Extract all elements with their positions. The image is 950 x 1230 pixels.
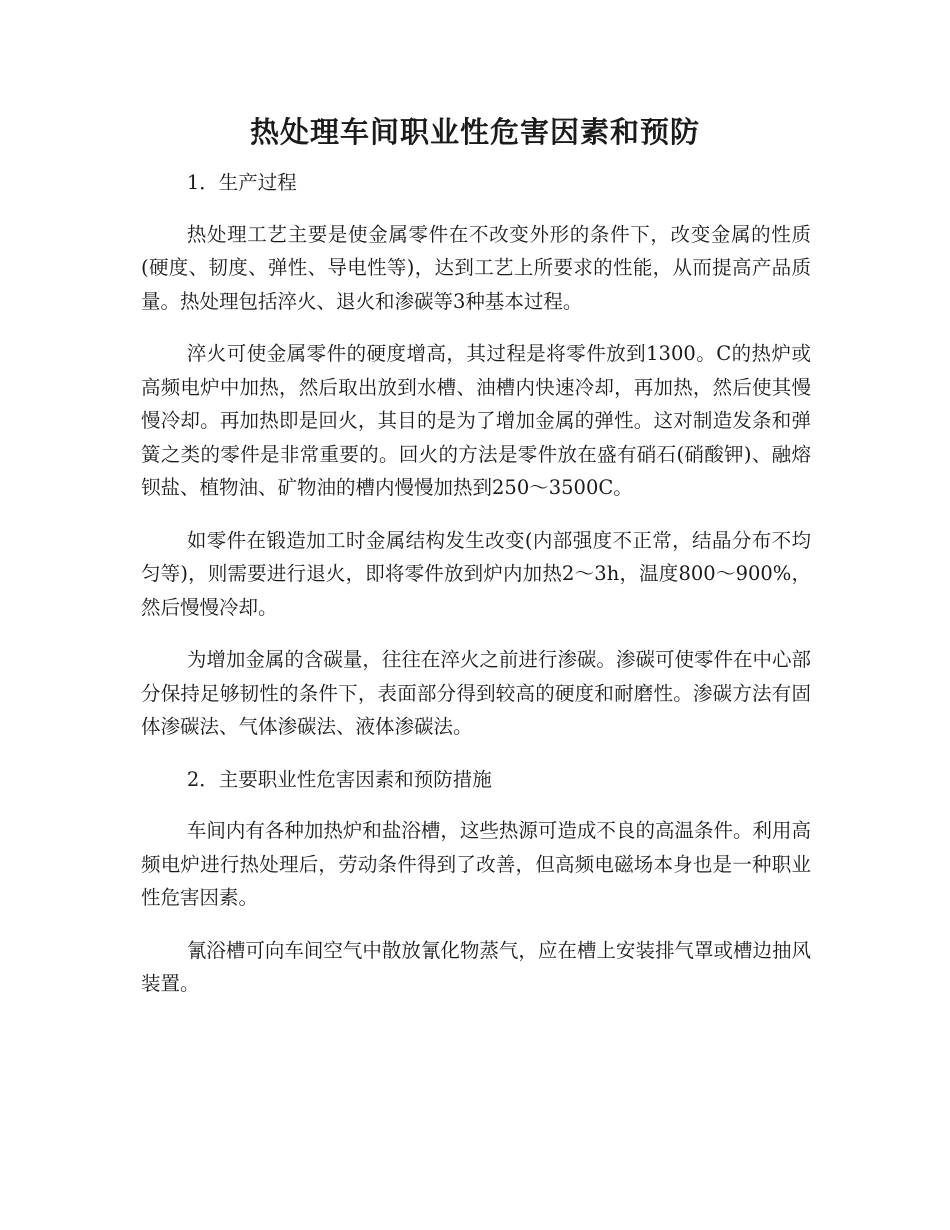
paragraph-annealing: 如零件在锻造加工时金属结构发生改变(内部强度不正常，结晶分布不均匀等)，则需要进行退火，即将零件放到炉内加热2～3h，温度800～900%，然后慢慢冷却。 (141, 528, 811, 619)
paragraph-carburizing: 为增加金属的含碳量，往往在淬火之前进行渗碳。渗碳可使零件在中心部分保持足够韧性的条件下，表面部分得到较高的硬度和耐磨性。渗碳方法有固体渗碳法、气体渗碳法、液体渗碳法。 (141, 648, 811, 738)
paragraph-heat-treatment-overview: 热处理工艺主要是使金属零件在不改变外形的条件下，改变金属的性质(硬度、韧度、弹性、导电性等)，达到工艺上所要求的性能，从而提高产品质量。热处理包括淬火、退火和渗碳等3种基本过程。 (141, 222, 811, 313)
section-heading-hazards-prevention: 2．主要职业性危害因素和预防措施 (186, 767, 492, 791)
document-title: 热处理车间职业性危害因素和预防 (249, 115, 700, 149)
paragraph-cyanide-bath: 氰浴槽可向车间空气中散放氰化物蒸气，应在槽上安装排气罩或槽边抽风装置。 (141, 938, 811, 995)
document-body (141, 166, 811, 1020)
paragraph-quenching: 淬火可使金属零件的硬度增高，其过程是将零件放到1300。C的热炉或高频电炉中加热，然后取出放到水槽、油槽内快速冷却，再加热，然后使其慢慢冷却。再加热即是回火，其目的是为了增加金属的弹性。这对制造发条和弹簧之类的零件是非常重要的。回火的方法是零件放在盛有硝石(硝酸钾)、融熔钡盐、植物油、矿物油的槽内慢慢加热到250～3500C。 (141, 342, 811, 499)
section-heading-production-process: 1．生产过程 (186, 171, 297, 194)
paragraph-heat-sources: 车间内有各种加热炉和盐浴槽，这些热源可造成不良的高温条件。利用高频电炉进行热处理后，劳动条件得到了改善，但高频电磁场本身也是一种职业性危害因素。 (141, 819, 811, 909)
